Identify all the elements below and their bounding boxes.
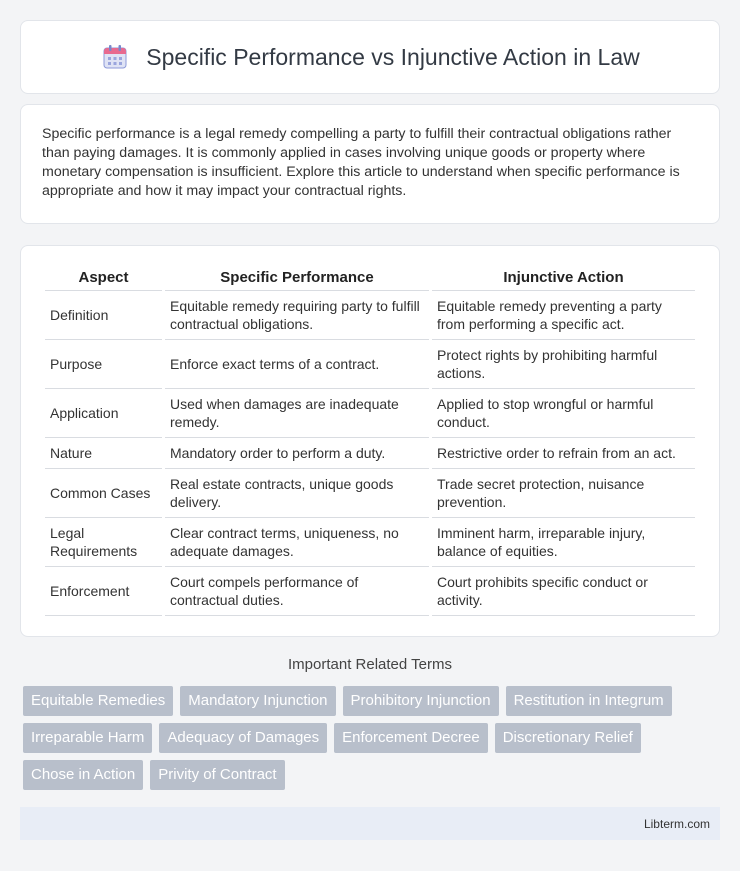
related-terms-list bbox=[20, 686, 720, 790]
comparison-table-card bbox=[20, 245, 720, 637]
cell-specific-performance: Clear contract terms, uniqueness, no adequate damages. bbox=[165, 518, 429, 567]
table-row bbox=[45, 291, 695, 340]
footer-site-link[interactable]: Libterm.com bbox=[643, 816, 710, 831]
cell-aspect: Purpose bbox=[45, 340, 162, 389]
cell-aspect: Definition bbox=[45, 291, 162, 340]
cell-aspect: Common Cases bbox=[45, 469, 162, 518]
cell-injunctive-action: Court prohibits specific conduct or activity. bbox=[432, 567, 695, 616]
cell-aspect: Legal Requirements bbox=[45, 518, 162, 567]
footer bbox=[20, 807, 720, 840]
page-title: Specific Performance vs Injunctive Action in Law bbox=[146, 43, 640, 70]
header-aspect: Aspect bbox=[45, 266, 162, 291]
table-row bbox=[45, 340, 695, 389]
header-card bbox=[20, 20, 720, 94]
tag-adequacy-of-damages[interactable]: Adequacy of Damages bbox=[159, 723, 327, 753]
header-specific-performance: Specific Performance bbox=[165, 266, 429, 291]
cell-specific-performance: Mandatory order to perform a duty. bbox=[165, 438, 429, 469]
tag-enforcement-decree[interactable]: Enforcement Decree bbox=[334, 723, 488, 753]
intro-text: Specific performance is a legal remedy compelling a party to fulfill their contractual obligations rather than paying damages. It is commonly applied in cases involving unique goods or property where monetary compensation is insufficient. Explore this article to understand when specific performance is appropriate and how it may impact your contractual rights. bbox=[42, 126, 680, 199]
table-row bbox=[45, 438, 695, 469]
cell-aspect: Application bbox=[45, 389, 162, 438]
cell-specific-performance: Used when damages are inadequate remedy. bbox=[165, 389, 429, 438]
tag-privity-of-contract[interactable]: Privity of Contract bbox=[150, 760, 284, 790]
header-injunctive-action: Injunctive Action bbox=[432, 266, 695, 291]
cell-specific-performance: Enforce exact terms of a contract. bbox=[165, 340, 429, 389]
cell-specific-performance: Equitable remedy requiring party to fulfill contractual obligations. bbox=[165, 291, 429, 340]
table-row bbox=[45, 469, 695, 518]
tag-mandatory-injunction[interactable]: Mandatory Injunction bbox=[180, 686, 335, 716]
cell-injunctive-action: Imminent harm, irreparable injury, balance of equities. bbox=[432, 518, 695, 567]
cell-injunctive-action: Equitable remedy preventing a party from performing a specific act. bbox=[432, 291, 695, 340]
tag-discretionary-relief[interactable]: Discretionary Relief bbox=[495, 723, 641, 753]
related-terms-title: Important Related Terms bbox=[288, 656, 452, 673]
table-row bbox=[45, 518, 695, 567]
cell-injunctive-action: Applied to stop wrongful or harmful conduct. bbox=[432, 389, 695, 438]
cell-specific-performance: Real estate contracts, unique goods delivery. bbox=[165, 469, 429, 518]
table-row bbox=[45, 389, 695, 438]
cell-aspect: Enforcement bbox=[45, 567, 162, 616]
cell-injunctive-action: Restrictive order to refrain from an act. bbox=[432, 438, 695, 469]
cell-aspect: Nature bbox=[45, 438, 162, 469]
tag-equitable-remedies[interactable]: Equitable Remedies bbox=[23, 686, 173, 716]
cell-specific-performance: Court compels performance of contractual duties. bbox=[165, 567, 429, 616]
cell-injunctive-action: Trade secret protection, nuisance prevention. bbox=[432, 469, 695, 518]
comparison-table bbox=[42, 266, 698, 616]
tag-chose-in-action[interactable]: Chose in Action bbox=[23, 760, 143, 790]
table-row bbox=[45, 567, 695, 616]
tag-prohibitory-injunction[interactable]: Prohibitory Injunction bbox=[343, 686, 499, 716]
cell-injunctive-action: Protect rights by prohibiting harmful actions. bbox=[432, 340, 695, 389]
calendar-icon bbox=[100, 42, 130, 72]
tag-irreparable-harm[interactable]: Irreparable Harm bbox=[23, 723, 152, 753]
intro-card bbox=[20, 104, 720, 224]
table-header-row bbox=[45, 266, 695, 291]
tag-restitution-in-integrum[interactable]: Restitution in Integrum bbox=[506, 686, 672, 716]
